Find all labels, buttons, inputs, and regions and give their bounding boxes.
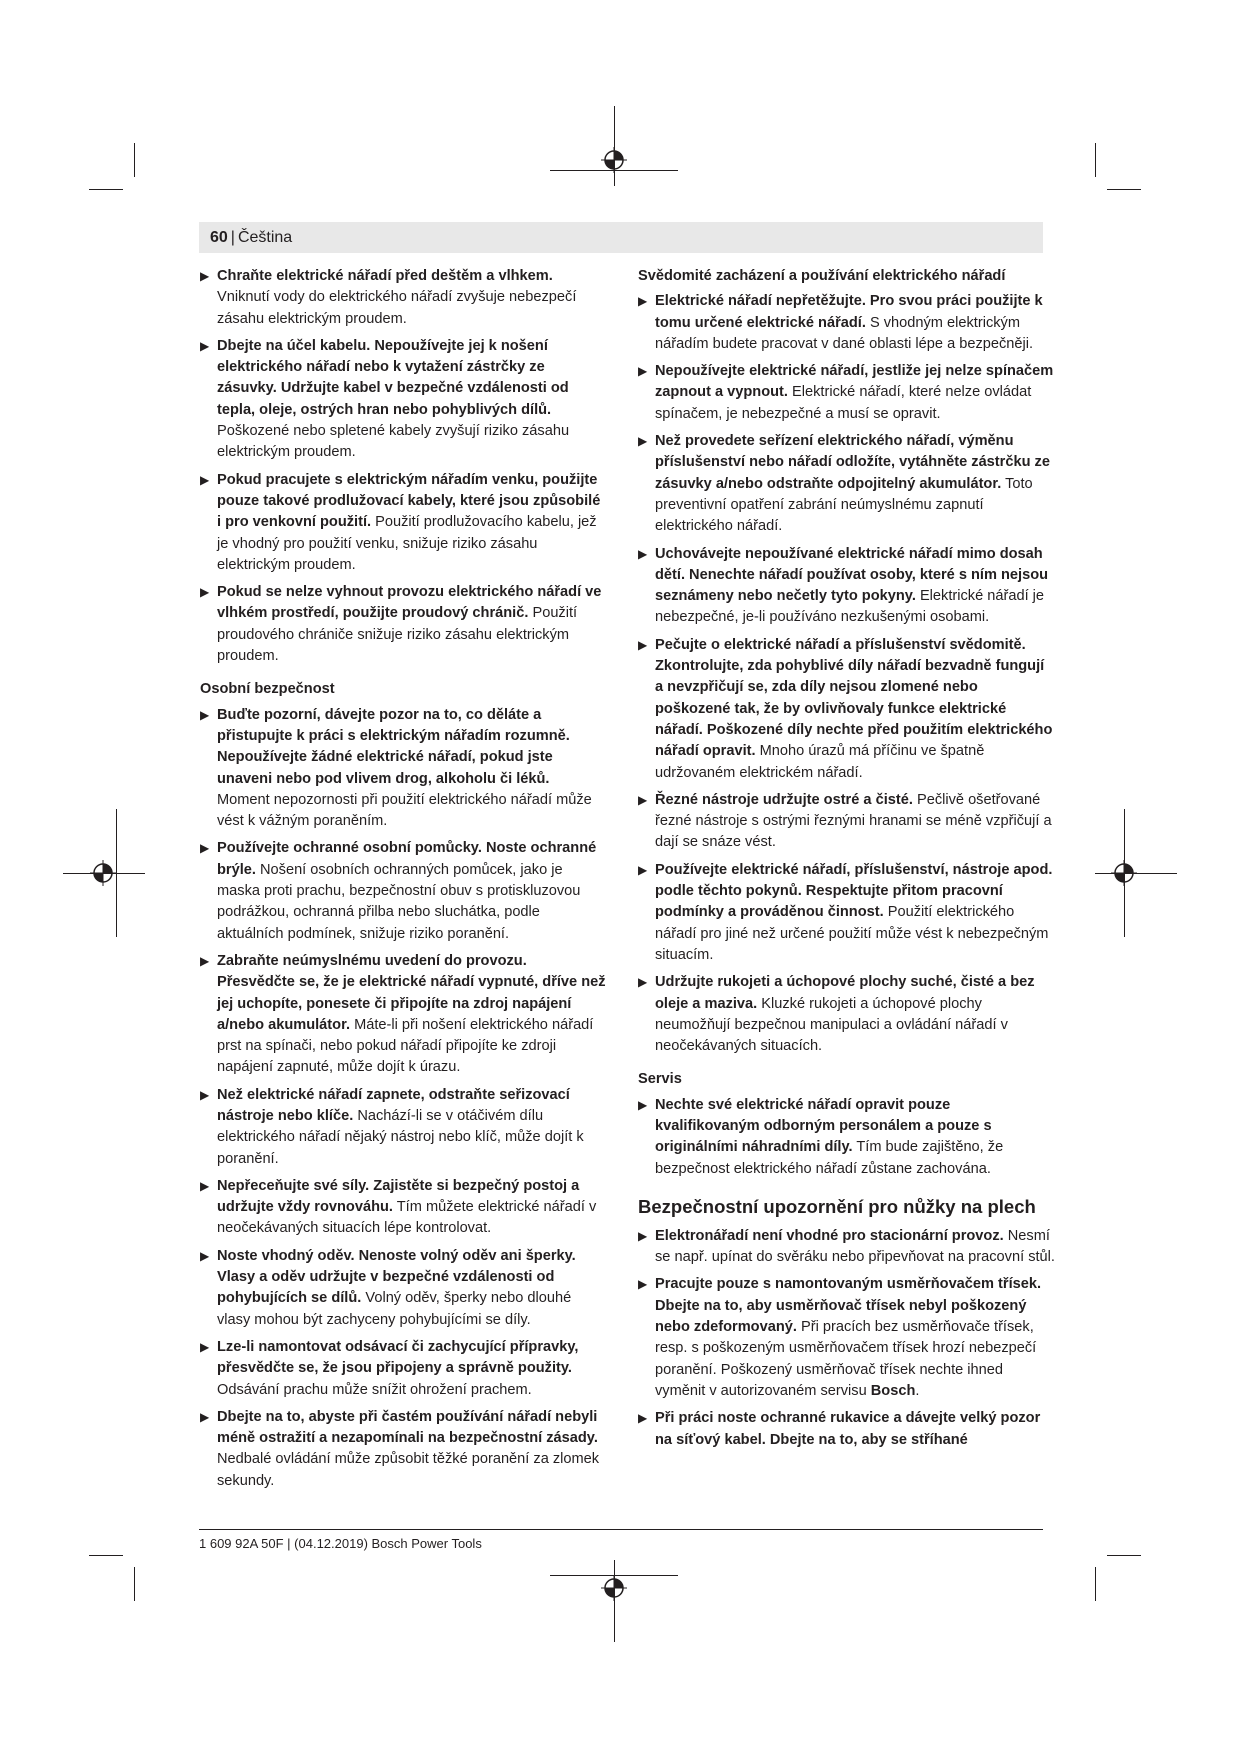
bullet-arrow-icon: ▶: [200, 1087, 210, 1102]
safety-item: [200, 1246, 606, 1331]
crop-mark: [134, 143, 135, 177]
safety-item-explanation: Nošení osobních ochranných pomůcek, jako je maska proti prachu, bezpečnostní obuv s protiskluzovou podrážkou, ochranná přilba nebo sluchátka, podle aktuálních podmínek, snižuje riziko poranění.: [217, 861, 581, 942]
safety-item: [638, 635, 1056, 784]
safety-item: [200, 838, 606, 944]
safety-item: [638, 1274, 1056, 1402]
safety-item-instruction: Při práci noste ochranné rukavice a dávejte velký pozor na síťový kabel. Dbejte na to, aby se stříhané: [655, 1410, 1041, 1448]
safety-item: [638, 291, 1056, 355]
safety-item-instruction: Chraňte elektrické nářadí před deštěm a vlhkem.: [217, 268, 553, 284]
crop-mark: [1095, 143, 1096, 177]
safety-item: [200, 1337, 606, 1401]
safety-item-instruction: Lze-li namontovat odsávací či zachycující přípravky, přesvědčte se, že jsou připojeny a správně použity.: [217, 1338, 579, 1377]
bullet-arrow-icon: ▶: [200, 338, 210, 353]
safety-item-instruction: Než elektrické nářadí zapnete, odstraňte seřizovací nástroje nebo klíče.: [217, 1086, 570, 1124]
section-heading-service: Servis: [638, 1071, 682, 1088]
right-column: [638, 266, 1056, 1457]
footer-text: 1 609 92A 50F | (04.12.2019) Bosch Power Tools: [199, 1536, 482, 1551]
registration-line: [116, 809, 117, 937]
safety-item-explanation: Nachází-li se v otáčivém dílu elektrického nářadí nějaký nástroj nebo klíč, může dojít k poranění.: [217, 1107, 584, 1167]
safety-item: [200, 1085, 606, 1170]
safety-item-explanation: Nesmí se např. upínat do svěráku nebo připevňovat na pracovní stůl.: [655, 1227, 1055, 1266]
bullet-arrow-icon: ▶: [638, 975, 648, 990]
bullet-arrow-icon: ▶: [638, 294, 648, 309]
safety-item-explanation: Tím bude zajištěno, že bezpečnost elektrického nářadí zůstane zachována.: [655, 1139, 1004, 1177]
left-items-a: [200, 266, 606, 667]
section-heading-personal-safety: Osobní bezpečnost: [200, 681, 335, 698]
safety-item-instruction: Udržujte rukojeti a úchopové plochy suché, čisté a bez oleje a maziva.: [655, 974, 1035, 1012]
bullet-arrow-icon: ▶: [638, 364, 648, 379]
bullet-arrow-icon: ▶: [200, 707, 210, 722]
safety-item-explanation: Tím můžete elektrické nářadí v neočekávaných situacích lépe kontrolovat.: [217, 1199, 597, 1237]
registration-target-icon: [1111, 860, 1137, 886]
safety-item-explanation: Použití prodlužovacího kabelu, jež je vhodný pro použití venku, snižuje riziko zásahu elektrickým proudem.: [217, 514, 597, 573]
safety-item-instruction: Nepoužívejte elektrické nářadí, jestliže jej nelze spínačem zapnout a vypnout.: [655, 363, 1054, 401]
safety-item-instruction: Nechte své elektrické nářadí opravit pouze kvalifikovaným odborným personálem a pouze s originálními náhradními díly.: [655, 1096, 992, 1156]
right-items-c: [638, 1226, 1056, 1451]
bullet-arrow-icon: ▶: [638, 546, 648, 561]
safety-item: [638, 860, 1056, 966]
safety-item-explanation: Použití proudového chrániče snižuje riziko zásahu elektrickým proudem.: [217, 605, 578, 665]
safety-item: [638, 790, 1056, 854]
section-heading-shears: Bezpečnostní upozornění pro nůžky na plech: [638, 1195, 1036, 1217]
bullet-arrow-icon: ▶: [638, 1277, 648, 1292]
safety-item-explanation: Odsávání prachu může snížit ohrožení prachem.: [217, 1381, 532, 1398]
footer-rule: [199, 1529, 1043, 1530]
safety-item-explanation: S vhodným elektrickým nářadím budete pracovat v dané oblasti lépe a bezpečněji.: [655, 314, 1034, 352]
right-items-b: [638, 1095, 1056, 1180]
safety-item-explanation: Vniknutí vody do elektrického nářadí zvyšuje nebezpečí zásahu elektrickým proudem.: [217, 289, 577, 327]
crop-mark: [1107, 1555, 1141, 1556]
safety-item-instruction: Zabraňte neúmyslnému uvedení do provozu. Přesvědčte se, že je elektrické nářadí vypnuté, dříve než jej uchopíte, ponesete či připojíte na zdroj napájení a/nebo akumulátor.: [217, 952, 606, 1033]
safety-item-explanation: Poškozené nebo spletené kabely zvyšují riziko zásahu elektrickým proudem.: [217, 423, 570, 461]
safety-item: [200, 1407, 606, 1492]
bullet-arrow-icon: ▶: [638, 637, 648, 652]
safety-item-explanation: Máte-li při nošení elektrického nářadí prst na spínači, nebo pokud nářadí připojíte ke zdroji napájení zapnuté, může dojít k úrazu.: [217, 1016, 594, 1076]
safety-item-instruction: Pracujte pouze s namontovaným usměrňovačem třísek. Dbejte na to, aby usměrňovač třísek nebyl poškozený nebo zdeformovaný.: [655, 1276, 1042, 1336]
bullet-arrow-icon: ▶: [638, 1228, 648, 1243]
safety-item: [638, 431, 1056, 537]
safety-item-explanation: Moment nepozornosti při použití elektrického nářadí může vést k vážným poraněním.: [217, 791, 592, 830]
crop-mark: [89, 1555, 123, 1556]
safety-item-explanation: Nedbalé ovládání může způsobit těžké poranění za zlomek sekundy.: [217, 1451, 600, 1489]
page-header: [210, 228, 292, 248]
safety-item-instruction: Uchovávejte nepoužívané elektrické nářadí mimo dosah dětí. Nenechte nářadí používat osoby, které s ním nejsou seznámeny nebo nečetly tyto pokyny.: [655, 545, 1049, 605]
page-number: 60: [210, 229, 228, 246]
safety-item-instruction: Používejte elektrické nářadí, příslušenství, nástroje apod. podle těchto pokynů. Respektujte přitom pracovní podmínky a prováděnou činnost.: [655, 861, 1053, 921]
bullet-arrow-icon: ▶: [200, 269, 210, 283]
bullet-arrow-icon: ▶: [638, 862, 648, 877]
bullet-arrow-icon: ▶: [200, 1409, 210, 1424]
safety-item: [200, 705, 606, 833]
safety-item: [200, 470, 606, 576]
safety-item: [200, 951, 606, 1079]
bullet-arrow-icon: ▶: [638, 1411, 648, 1426]
safety-item-instruction: Elektrické nářadí nepřetěžujte. Pro svou práci použijte k tomu určené elektrické nářadí.: [655, 293, 1043, 331]
brand-name: Bosch: [870, 1382, 916, 1399]
sentence-end: .: [915, 1382, 920, 1399]
safety-item: [638, 1226, 1056, 1269]
crop-mark: [134, 1567, 135, 1601]
safety-item-instruction: Řezné nástroje udržujte ostré a čisté.: [655, 791, 913, 808]
left-items-b: [200, 705, 606, 1492]
bullet-arrow-icon: ▶: [200, 841, 210, 856]
right-items-a: [638, 291, 1056, 1057]
registration-target-icon: [601, 1575, 627, 1601]
crop-mark: [1095, 1567, 1096, 1601]
registration-line: [614, 1560, 615, 1642]
bullet-arrow-icon: ▶: [638, 1097, 648, 1112]
safety-item: [638, 1095, 1056, 1180]
safety-item-explanation: Elektrické nářadí je nebezpečné, je-li používáno nezkušenými osobami.: [655, 588, 1045, 626]
safety-item-instruction: Nepřeceňujte své síly. Zajistěte si bezpečný postoj a udržujte vždy rovnováhu.: [217, 1177, 580, 1216]
safety-item-instruction: Pokud se nelze vyhnout provozu elektrického nářadí ve vlhkém prostředí, použijte proudový chránič.: [217, 584, 602, 622]
safety-item-instruction: Dbejte na to, abyste při častém používání nářadí nebyli méně ostražití a nezapomínali na bezpečnostní zásady.: [217, 1408, 598, 1447]
safety-item: [638, 972, 1056, 1057]
safety-item-instruction: Buďte pozorní, dávejte pozor na to, co děláte a přistupujte k práci s elektrickým nářadím rozumně. Nepoužívejte žádné elektrické nářadí, pokud jste unaveni nebo pod vlivem drog, alkoholu či léků.: [217, 706, 570, 787]
left-column: [200, 266, 606, 1498]
bullet-arrow-icon: ▶: [200, 953, 210, 968]
bullet-arrow-icon: ▶: [200, 585, 210, 600]
safety-item-explanation: Použití elektrického nářadí pro jiné než určené použití může vést k nebezpečným situacím.: [655, 904, 1049, 963]
safety-item-explanation: Pečlivě ošetřované řezné nástroje s ostrými řeznými hranami se méně vzpřičují a dají se snáze vést.: [655, 791, 1052, 851]
crop-mark: [89, 189, 123, 190]
bullet-arrow-icon: ▶: [200, 472, 210, 487]
safety-item-explanation: Volný oděv, šperky nebo dlouhé vlasy mohou být zachyceny pohybujícími se díly.: [217, 1290, 572, 1328]
safety-item-instruction: Používejte ochranné osobní pomůcky. Noste ochranné brýle.: [217, 840, 597, 878]
safety-item: [638, 544, 1056, 629]
header-language: Čeština: [237, 229, 293, 246]
safety-item: [200, 582, 606, 667]
safety-item-instruction: Pokud pracujete s elektrickým nářadím venku, použijte pouze takové prodlužovací kabely, které jsou způsobilé i pro venkovní použití.: [217, 471, 601, 531]
bullet-arrow-icon: ▶: [638, 434, 648, 449]
bullet-arrow-icon: ▶: [200, 1248, 210, 1263]
safety-item-instruction: Než provedete seřízení elektrického nářadí, výměnu příslušenství nebo nářadí odložíte, vytáhněte zástrčku ze zásuvky a/nebo odstraňte odpojitelný akumulátor.: [655, 433, 1050, 492]
safety-item-explanation: Při pracích bez usměrňovače třísek, resp. s poškozeným usměrňovačem třísek hrozí nebezpečí poranění. Poškozený usměrňovač třísek nechte ihned vyměnit v autorizovaném servisu: [655, 1319, 1037, 1399]
safety-item-instruction: Elektronářadí není vhodné pro stacionární provoz.: [655, 1227, 1004, 1244]
safety-item: [200, 266, 606, 330]
safety-item: [200, 1176, 606, 1240]
section-heading-tool-use: Svědomité zacházení a používání elektrického nářadí: [638, 268, 1006, 284]
header-separator: |: [230, 229, 235, 246]
safety-item-explanation: Toto preventivní opatření zabrání neúmyslnému zapnutí elektrického nářadí.: [655, 475, 1033, 535]
safety-item-instruction: Dbejte na účel kabelu. Nepoužívejte jej k nošení elektrického nářadí nebo k vytažení zástrčky ze zásuvky. Udržujte kabel v bezpečné vzdálenosti od tepla, oleje, ostrých hran nebo pohyblivých dílů.: [217, 337, 569, 418]
bullet-arrow-icon: ▶: [200, 1339, 210, 1354]
safety-item: [638, 361, 1056, 425]
bullet-arrow-icon: ▶: [638, 792, 648, 807]
bullet-arrow-icon: ▶: [200, 1178, 210, 1193]
safety-item: [200, 336, 606, 464]
safety-item-instruction: Noste vhodný oděv. Nenoste volný oděv ani šperky. Vlasy a oděv udržujte v bezpečné vzdálenosti od pohybujících se dílů.: [217, 1247, 576, 1307]
registration-target-icon: [90, 860, 116, 886]
registration-line: [614, 106, 615, 186]
safety-item-explanation: Mnoho úrazů má příčinu ve špatně udržovaném elektrickém nářadí.: [655, 743, 985, 781]
safety-item-instruction: Pečujte o elektrické nářadí a příslušenství svědomitě. Zkontrolujte, zda pohyblivé díly nářadí bezvadně fungují a nevzpřičují se, zda díly nejsou zlomené nebo poškozené tak, že by ovlivňovaly funkce elektrické nářadí. Poškozené díly nechte před použitím elektrického nářadí opravit.: [655, 636, 1053, 760]
safety-item-explanation: Elektrické nářadí, které nelze ovládat spínačem, je nebezpečné a musí se opravit.: [655, 384, 1032, 422]
crop-mark: [1107, 189, 1141, 190]
safety-item: [638, 1408, 1056, 1451]
safety-item-explanation: Kluzké rukojeti a úchopové plochy neumožňují bezpečnou manipulaci a ovládání nářadí v neočekávaných situacích.: [655, 995, 1008, 1055]
header-band: [199, 222, 1043, 253]
registration-target-icon: [601, 147, 627, 173]
